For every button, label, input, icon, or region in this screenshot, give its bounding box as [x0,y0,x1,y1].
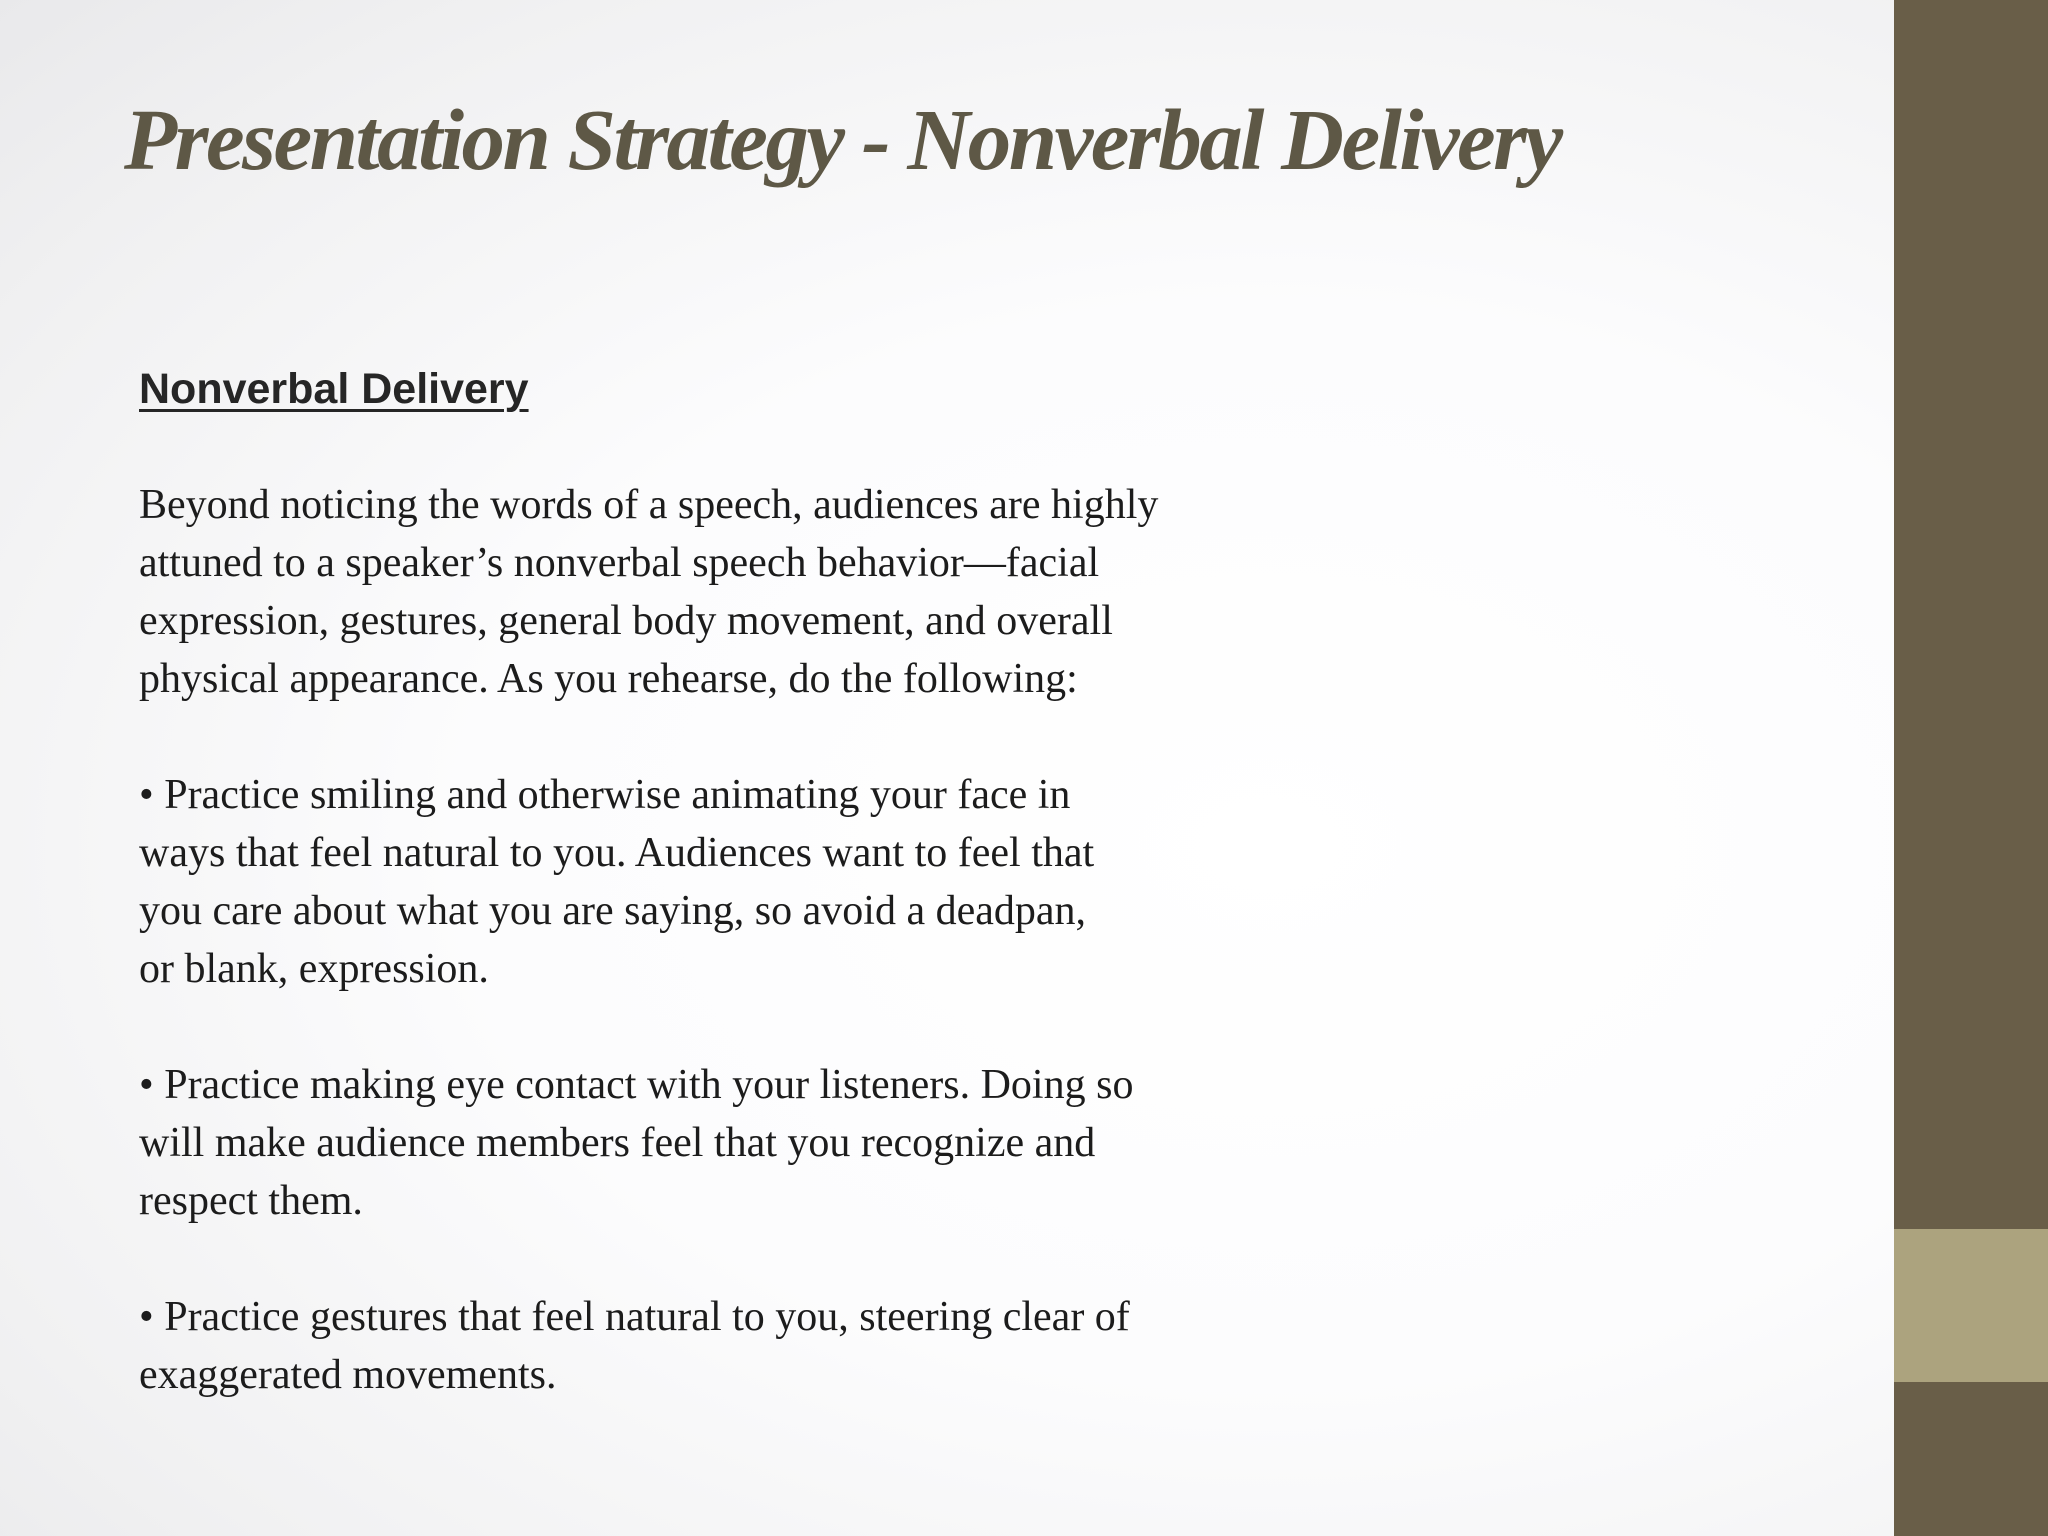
bullet-line: • Practice making eye contact with your listeners. Doing so [139,1062,1134,1108]
spacer [139,1230,1399,1288]
bullet-eye-contact [139,1056,1399,1230]
section-heading: Nonverbal Delivery [139,365,529,413]
intro-line: expression, gestures, general body movement, and overall [139,598,1113,644]
bullet-line: ways that feel natural to you. Audiences want to feel that [139,830,1095,876]
bullet-line: exaggerated movements. [139,1352,557,1398]
intro-line: attuned to a speaker’s nonverbal speech behavior—facial [139,540,1100,586]
bullet-gestures [139,1288,1399,1404]
bullet-line: or blank, expression. [139,946,489,992]
slide-body [139,360,1399,1404]
side-accent-block [1894,1229,2048,1382]
intro-line: Beyond noticing the words of a speech, audiences are highly [139,482,1159,528]
bullet-line: respect them. [139,1178,363,1224]
bullet-line: you care about what you are saying, so avoid a deadpan, [139,888,1087,934]
intro-paragraph [139,476,1399,708]
bullet-line: will make audience members feel that you recognize and [139,1120,1096,1166]
bullet-smiling [139,766,1399,998]
intro-line: physical appearance. As you rehearse, do the following: [139,656,1078,702]
spacer [139,418,1399,476]
spacer [139,708,1399,766]
spacer [139,998,1399,1056]
bullet-line: • Practice gestures that feel natural to you, steering clear of [139,1294,1130,1340]
slide-title: Presentation Strategy - Nonverbal Delivery [124,91,1561,188]
bullet-line: • Practice smiling and otherwise animating your face in [139,772,1071,818]
